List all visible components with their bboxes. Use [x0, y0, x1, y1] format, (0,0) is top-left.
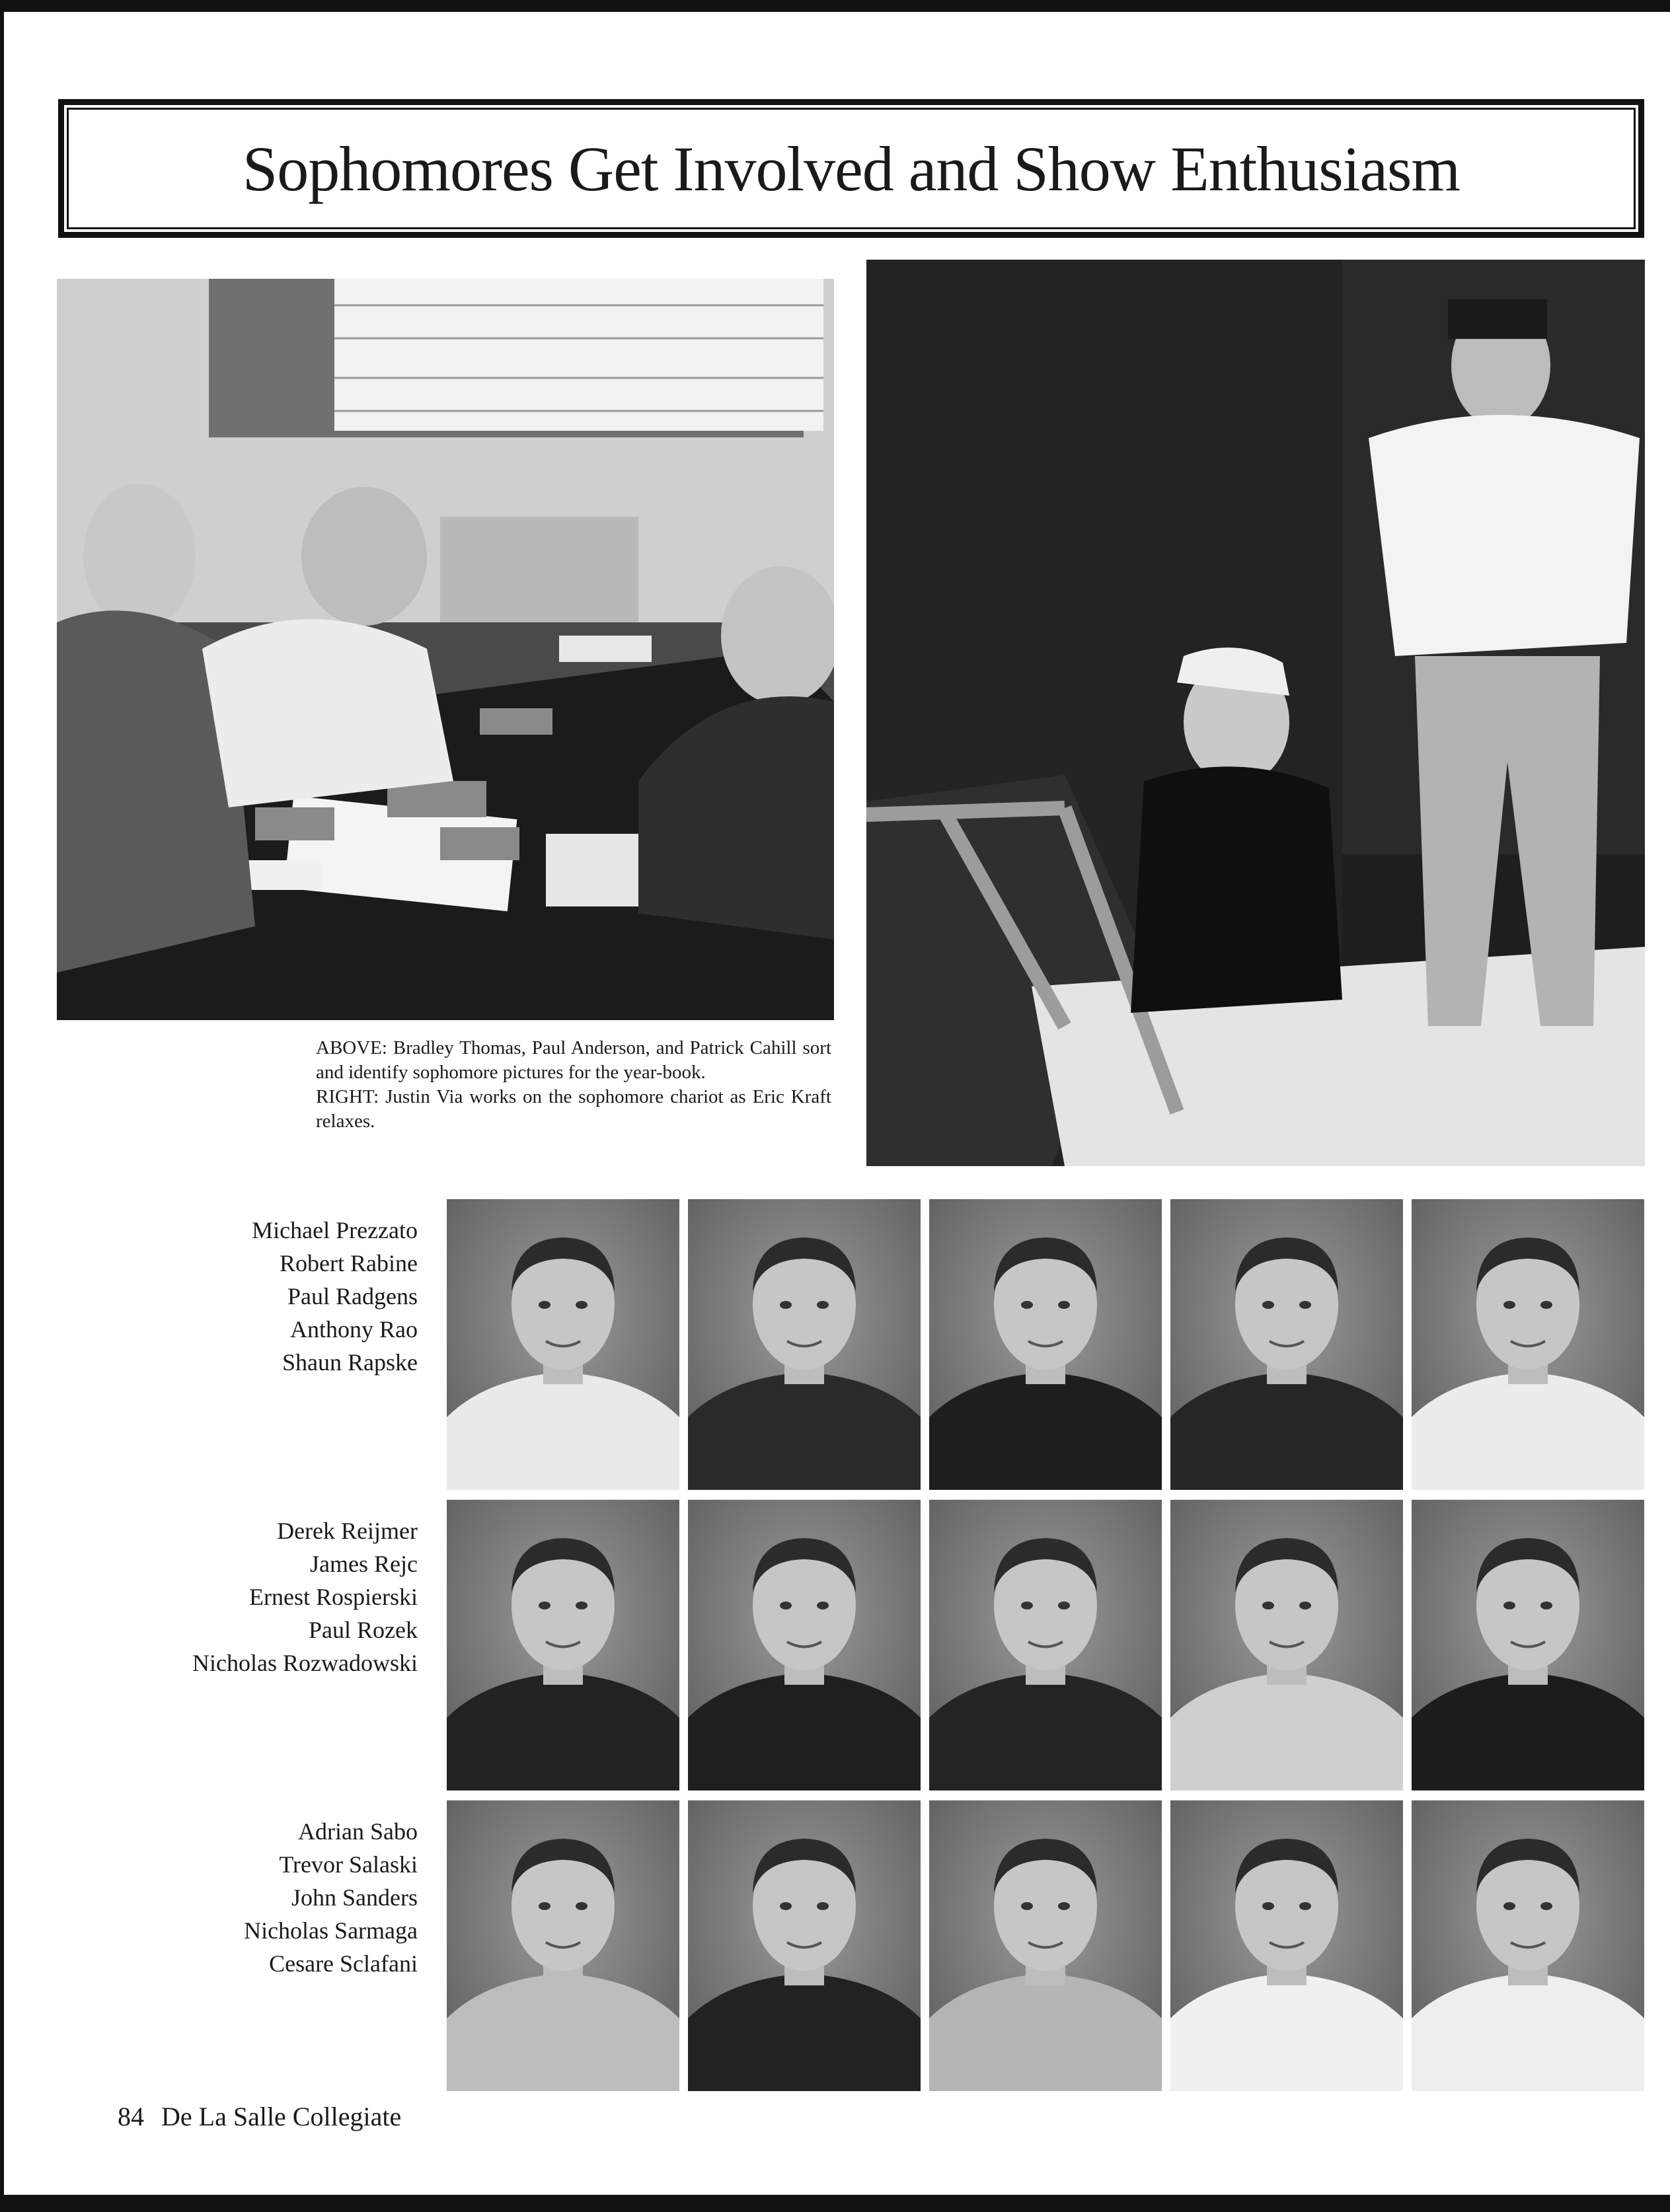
- student-name: Nicholas Sarmaga: [244, 1917, 418, 1944]
- student-portrait: [1170, 1199, 1403, 1490]
- student-portrait: [447, 1500, 679, 1790]
- student-name: Anthony Rao: [290, 1316, 418, 1343]
- student-portrait: [929, 1199, 1162, 1490]
- student-portrait: [1412, 1800, 1644, 2091]
- name-list: [99, 1815, 418, 1980]
- student-portrait: [929, 1500, 1162, 1790]
- student-name: John Sanders: [291, 1884, 418, 1911]
- photo-caption: [316, 1036, 831, 1134]
- name-list: [99, 1214, 418, 1379]
- student-portrait: [688, 1800, 921, 2091]
- student-portrait: [447, 1800, 679, 2091]
- name-list: [99, 1514, 418, 1679]
- caption-above: ABOVE: Bradley Thomas, Paul Anderson, and Patrick Cahill sort and identify sophomore pictures for the year-book.: [316, 1037, 831, 1083]
- page-number: 84: [118, 2102, 144, 2131]
- left-photo: [57, 279, 834, 1020]
- student-portrait: [929, 1800, 1162, 2091]
- student-portrait: [447, 1199, 679, 1490]
- student-portrait: [1170, 1500, 1403, 1790]
- student-name: Michael Prezzato: [252, 1217, 418, 1243]
- student-name: Paul Radgens: [287, 1283, 418, 1309]
- student-portrait: [1170, 1800, 1403, 2091]
- student-name: Paul Rozek: [309, 1617, 418, 1643]
- student-name: Trevor Salaski: [279, 1851, 418, 1878]
- student-name: Derek Reijmer: [277, 1518, 418, 1544]
- title-box: [58, 99, 1644, 238]
- school-name: De La Salle Collegiate: [161, 2102, 402, 2131]
- right-photo: [866, 260, 1645, 1166]
- student-name: Ernest Rospierski: [249, 1584, 418, 1610]
- student-name: Robert Rabine: [280, 1250, 418, 1276]
- page-footer: [118, 2101, 418, 2132]
- student-name: Cesare Sclafani: [269, 1950, 418, 1977]
- caption-right: RIGHT: Justin Via works on the sophomore chariot as Eric Kraft relaxes.: [316, 1086, 831, 1132]
- page-title: Sophomores Get Involved and Show Enthusiasm: [242, 133, 1461, 204]
- student-name: Nicholas Rozwadowski: [192, 1650, 418, 1676]
- student-portrait: [688, 1199, 921, 1490]
- student-portrait: [688, 1500, 921, 1790]
- student-name: Adrian Sabo: [298, 1818, 418, 1845]
- student-portrait: [1412, 1500, 1644, 1790]
- student-name: Shaun Rapske: [282, 1349, 418, 1376]
- student-portrait: [1412, 1199, 1644, 1490]
- student-name: James Rejc: [310, 1551, 418, 1577]
